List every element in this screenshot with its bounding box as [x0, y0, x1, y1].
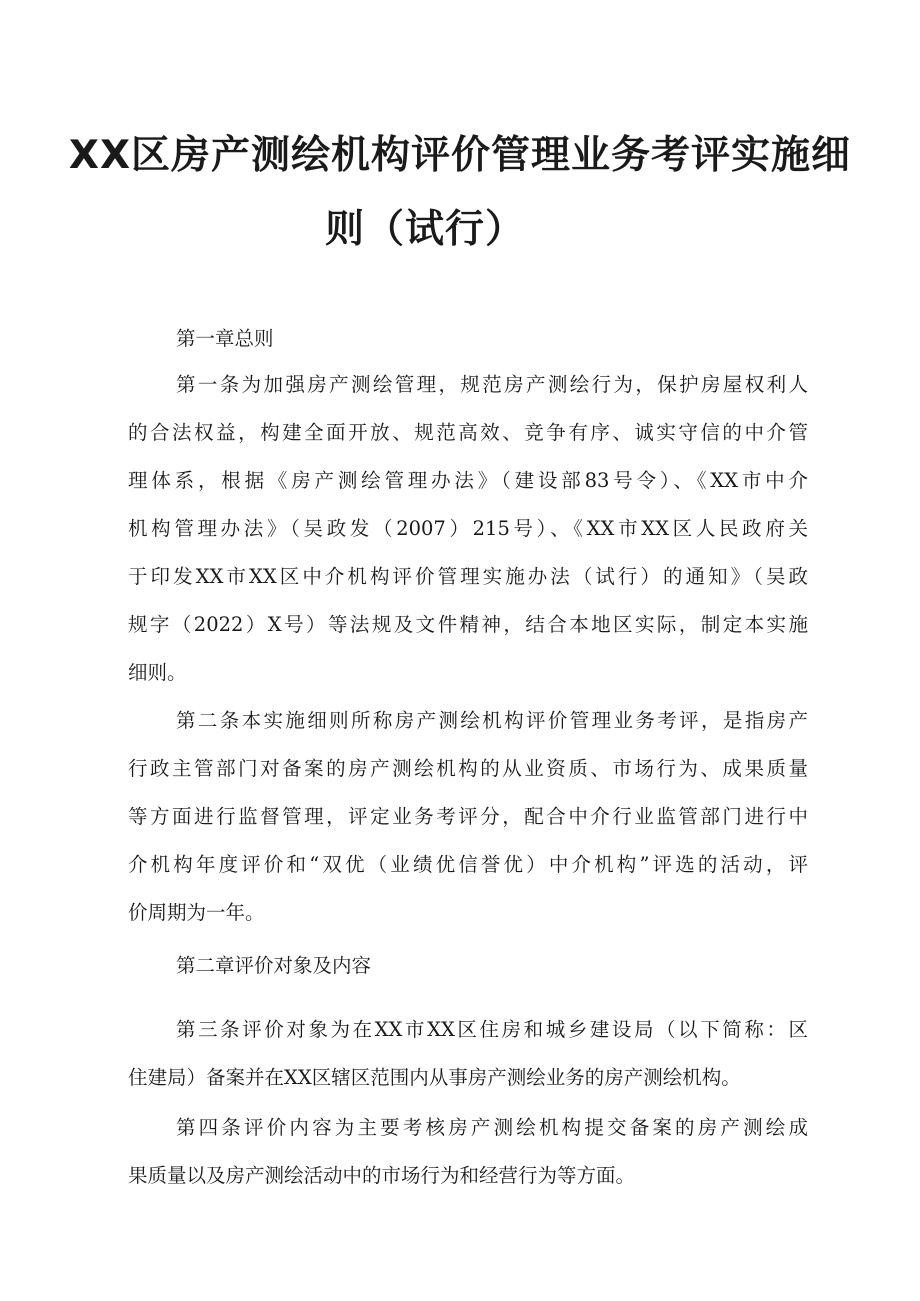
document-title-line-1: XX区房产测绘机构评价管理业务考评实施细 — [68, 133, 852, 178]
article-4 — [128, 1104, 808, 1200]
document-title-line-2: 则（试行） — [324, 207, 525, 252]
article-4-line: 果质量以及房产测绘活动中的市场行为和经营行为等方面。 — [128, 1164, 636, 1187]
article-2-line: 行政主管部门对备案的房产测绘机构的从业资质、市场行为、成果质量 — [128, 757, 808, 780]
article-1-line: 于印发XX市XX区中介机构评价管理实施办法（试行）的通知》（吴政 — [128, 565, 808, 588]
article-2-line: 等方面进行监督管理，评定业务考评分，配合中介行业监管部门进行中 — [128, 805, 808, 828]
article-3-line: 第三条评价对象为在XX市XX区住房和城乡建设局（以下简称：区 — [176, 1018, 808, 1041]
article-2 — [128, 697, 808, 937]
article-1-line: 理体系，根据《房产测绘管理办法》（建设部83号令）、《XX市中介 — [128, 469, 808, 492]
chapter-1-heading: 第一章总则 — [176, 327, 274, 350]
article-1-line: 细则。 — [128, 661, 187, 684]
article-3-line: 住建局）备案并在XX区辖区范围内从事房产测绘业务的房产测绘机构。 — [128, 1066, 741, 1089]
article-1 — [128, 361, 808, 697]
article-2-line: 价周期为一年。 — [128, 901, 265, 924]
article-1-line: 第一条为加强房产测绘管理，规范房产测绘行为，保护房屋权利人 — [176, 373, 808, 396]
article-2-line: 介机构年度评价和“双优（业绩优信誉优）中介机构”评选的活动，评 — [128, 853, 808, 876]
article-3 — [128, 1006, 808, 1102]
article-1-line: 的合法权益，构建全面开放、规范高效、竞争有序、诚实守信的中介管 — [128, 421, 808, 444]
chapter-2-heading: 第二章评价对象及内容 — [176, 954, 372, 977]
article-1-line: 规字（2022）X号）等法规及文件精神，结合本地区实际，制定本实施 — [128, 613, 808, 636]
article-2-line: 第二条本实施细则所称房产测绘机构评价管理业务考评，是指房产 — [176, 709, 808, 732]
article-1-line: 机构管理办法》（吴政发（2007）215号）、《XX市XX区人民政府关 — [128, 517, 808, 540]
article-4-line: 第四条评价内容为主要考核房产测绘机构提交备案的房产测绘成 — [176, 1116, 808, 1139]
